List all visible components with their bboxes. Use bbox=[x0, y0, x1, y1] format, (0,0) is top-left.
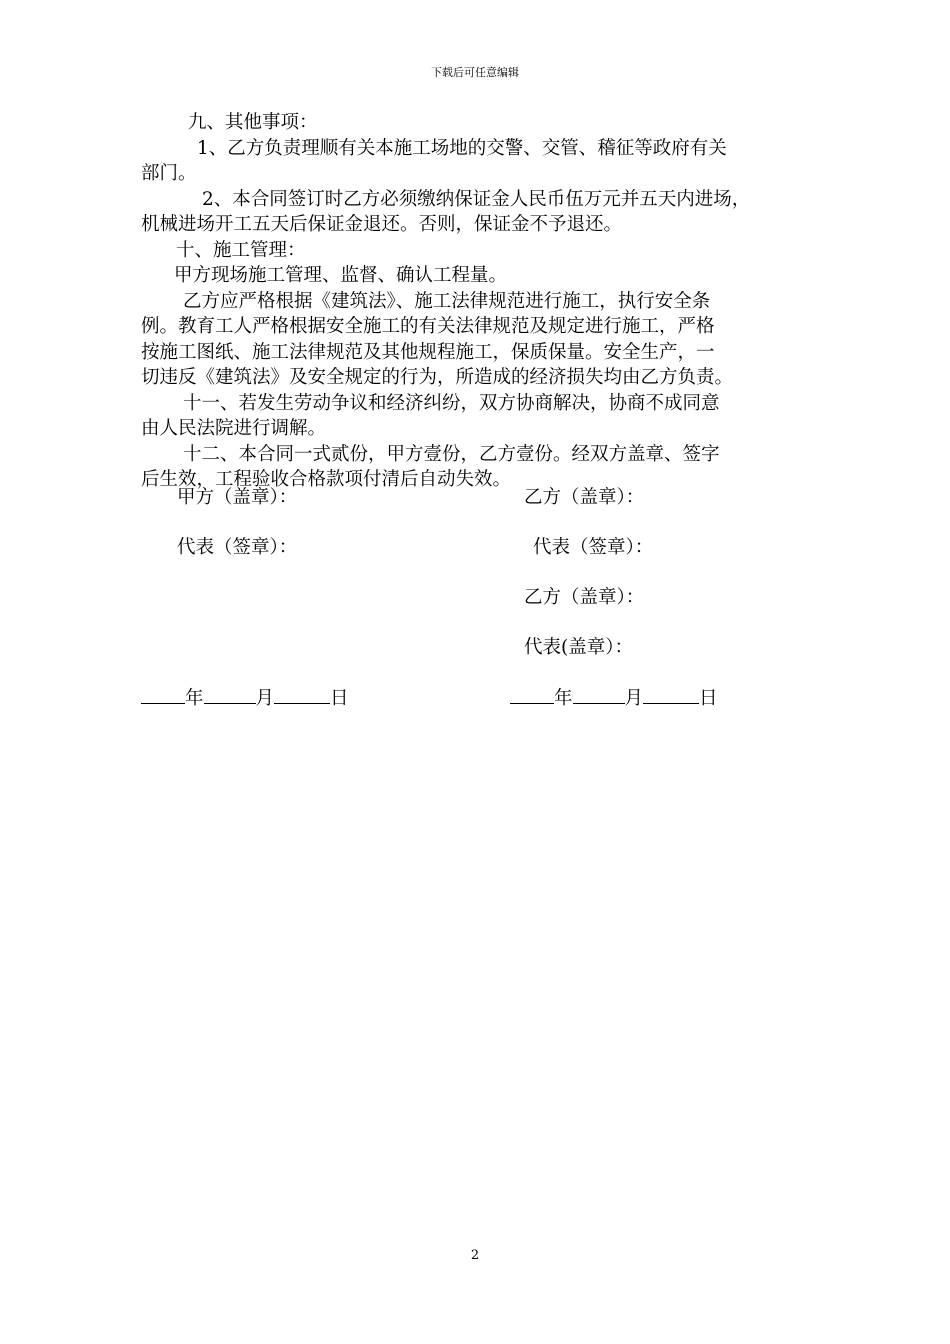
page-header: 下载后可任意编辑 bbox=[431, 66, 519, 79]
year-blank bbox=[141, 685, 185, 704]
party-a-seal: 甲方（盖章）： bbox=[177, 487, 298, 508]
month-blank bbox=[204, 685, 256, 704]
day-blank bbox=[274, 685, 330, 704]
date-line-right: 年 月 日 bbox=[510, 685, 718, 711]
section-10-para-2: 乙方应严格根据《建筑法》、施工法律规范进行施工，执行安全条 例。教育工人严格根据安全施工的有关法律规范及规定进行施工，严格 按施工图纸、施工法律规范及其他规程施工，保质保量。安全生产，一 切违反《建筑法》及安全规定的行为，所造成的经济损失均由乙方负责。 bbox=[141, 290, 734, 388]
party-b-representative: 代表（签章）： bbox=[533, 537, 654, 558]
contract-body bbox=[141, 110, 853, 493]
section-11: 十一、若发生劳动争议和经济纠纷，双方协商解决，协商不成同意 由人民法院进行调解。 bbox=[141, 392, 720, 439]
party-b-seal-2: 乙方（盖章）： bbox=[524, 587, 645, 608]
section-12: 十二、本合同一式贰份，甲方壹份，乙方壹份。经双方盖章、签字 后生效，工程验收合格款项付清后自动失效。 bbox=[141, 443, 720, 490]
month-blank bbox=[573, 685, 625, 704]
year-blank bbox=[510, 685, 554, 704]
section-9-item-2: 2、本合同签订时乙方必须缴纳保证金人民币伍万元并五天内进场， 机械进场开工五天后保证金退还。否则，保证金不予退还。 bbox=[141, 188, 751, 235]
day-blank bbox=[643, 685, 699, 704]
section-10-para-1: 甲方现场施工管理、监督、确认工程量。 bbox=[174, 265, 508, 286]
section-10-heading: 十、施工管理： bbox=[176, 239, 306, 261]
section-9-heading: 九、其他事项： bbox=[188, 112, 318, 133]
party-b-seal: 乙方（盖章）： bbox=[524, 487, 645, 508]
date-line-left: 年 月 日 bbox=[141, 685, 349, 711]
section-9-item-1: 1、乙方负责理顺有关本施工场地的交警、交管、稽征等政府有关 部门。 bbox=[141, 137, 727, 184]
party-b-representative-2: 代表(盖章）： bbox=[524, 637, 633, 658]
page-number: 2 bbox=[470, 1248, 480, 1263]
party-a-representative: 代表（签章）： bbox=[177, 537, 298, 558]
